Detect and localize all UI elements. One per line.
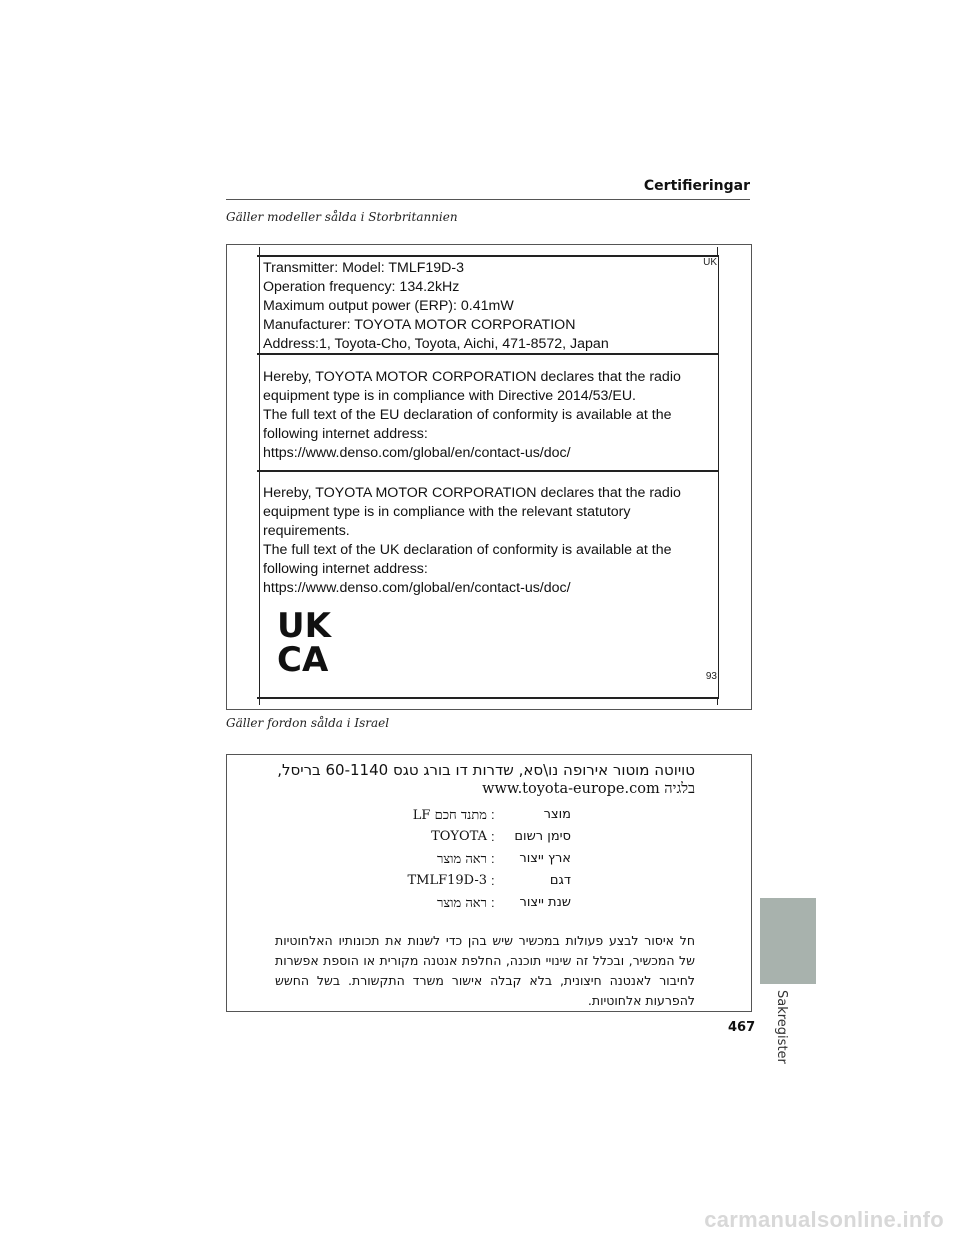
spec-label: מוצר (543, 807, 571, 822)
header-rule (226, 199, 750, 200)
corner-tick (259, 247, 260, 255)
text-line: https://www.denso.com/global/en/contact-us/doc/ (263, 580, 571, 596)
text-line: equipment type is in compliance with the relevant statutory (263, 504, 631, 520)
corner-tick (717, 247, 718, 255)
text-line: Manufacturer: TOYOTA MOTOR CORPORATION (263, 317, 576, 333)
spec-row (227, 873, 751, 893)
spec-value: מתנד חכם LF (412, 808, 487, 823)
label-number: 93 (705, 671, 717, 682)
uk-certification-label (226, 244, 752, 710)
israel-website: בלגיה www.toyota-europe.com (482, 781, 695, 797)
page-header-title: Certifieringar (643, 178, 750, 194)
spec-row (227, 829, 751, 849)
uk-tag: UK (703, 257, 717, 268)
ukca-mark-icon (277, 609, 347, 673)
corner-tick (717, 697, 718, 705)
text-line: The full text of the EU declaration of conformity is available at the (263, 407, 672, 423)
caption-uk: Gäller modeller sålda i Storbritannien (226, 210, 458, 224)
spec-label: סימן רשום (514, 829, 571, 844)
text-line: Transmitter: Model: TMLF19D-3 (263, 260, 465, 276)
text-line: following internet address: (263, 426, 428, 442)
frame-top-line (257, 255, 719, 257)
spec-colon: : (491, 829, 495, 844)
ukca-mark-line2: CA (277, 640, 329, 673)
spec-value: ראה מוצר (436, 896, 487, 911)
text-line: Operation frequency: 134.2kHz (263, 279, 460, 295)
spec-colon: : (491, 873, 495, 888)
side-tab-label[interactable]: Sakregister (774, 990, 789, 1064)
text-line: requirements. (263, 523, 350, 539)
corner-tick (259, 697, 260, 705)
text-line: following internet address: (263, 561, 428, 577)
israel-certification-label (226, 754, 752, 1012)
ukca-mark-line1: UK (277, 609, 331, 646)
spec-row (227, 807, 751, 827)
watermark: carmanualsonline.info (704, 1207, 944, 1232)
section-side-tab[interactable] (760, 898, 816, 984)
spec-row (227, 895, 751, 915)
spec-label: דגם (549, 873, 571, 888)
spec-row (227, 851, 751, 871)
text-line: Address:1, Toyota-Cho, Toyota, Aichi, 471-8572, Japan (263, 336, 609, 352)
frame-divider-2 (257, 470, 719, 472)
israel-notice-paragraph: חל איסור לבצע פעולות במכשיר שיש בהן כדי לשנות את תכונותיו האלחוטיות של המכשיר, ובכלל זה שינויי תוכנה, החלפת אנטנה מקורית או הוספת אפשרות לחיבור לאנטנה חיצונית, בלא קבלה אישור משרד התקשורת. בשל החשש להפרעות אלחוטיות. (275, 933, 695, 1008)
spec-value: TOYOTA (431, 829, 487, 844)
spec-value: ראה מוצר (436, 852, 487, 867)
text-line: The full text of the UK declaration of conformity is available at the (263, 542, 672, 558)
text-line: Hereby, TOYOTA MOTOR CORPORATION declares that the radio (263, 369, 681, 385)
spec-label: שנת ייצור (519, 895, 571, 910)
text-line: https://www.denso.com/global/en/contact-us/doc/ (263, 445, 571, 461)
text-line: equipment type is in compliance with Directive 2014/53/EU. (263, 388, 637, 404)
spec-label: ארץ ייצור (519, 851, 571, 866)
spec-value: TMLF19D-3 (407, 873, 487, 888)
spec-colon: : (491, 895, 495, 910)
page-number: 467 (728, 1020, 756, 1035)
text-line: Maximum output power (ERP): 0.41mW (263, 298, 514, 314)
frame-bottom-line (257, 697, 719, 699)
spec-colon: : (491, 851, 495, 866)
spec-colon: : (491, 807, 495, 822)
caption-israel: Gäller fordon sålda i Israel (226, 716, 390, 730)
text-line: Hereby, TOYOTA MOTOR CORPORATION declares that the radio (263, 485, 681, 501)
israel-title: טויוטה מוטור אירופה נו\סא, שדרות דו בורג טגס 60-1140 בריסל, (277, 761, 695, 779)
